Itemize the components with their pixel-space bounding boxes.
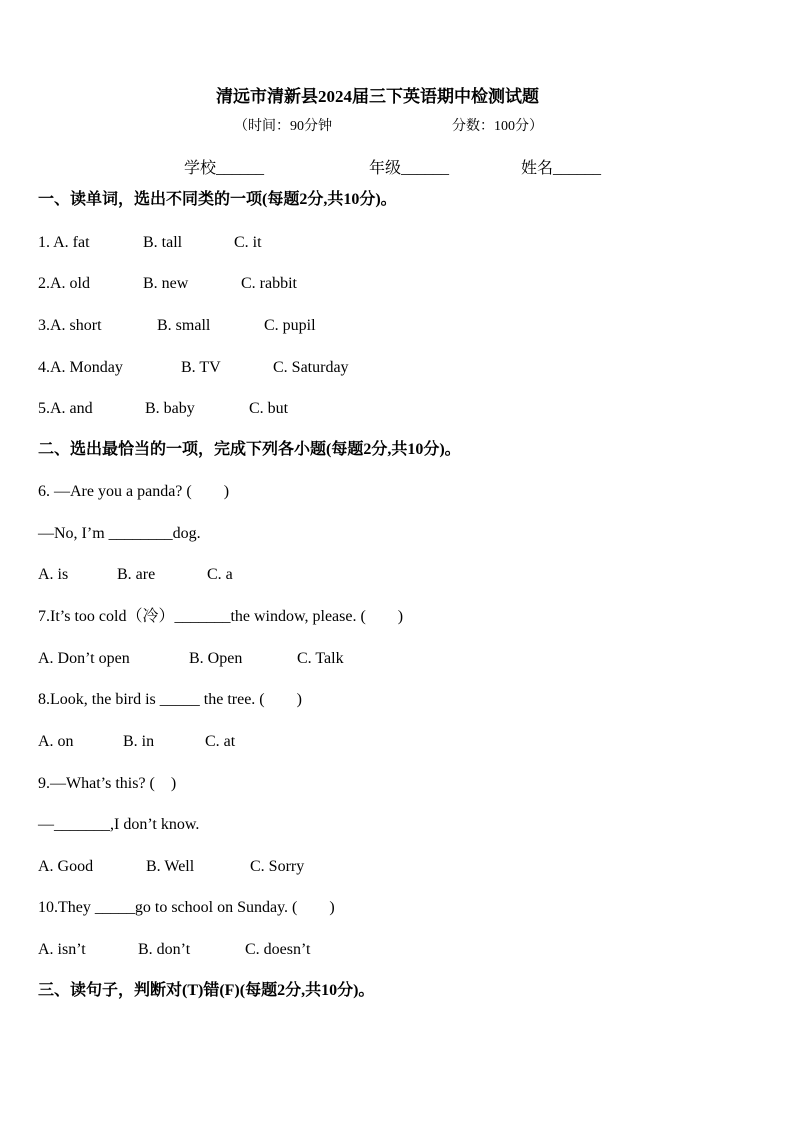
option-c[interactable]: C. doesn’t bbox=[245, 941, 311, 958]
option-c[interactable]: C. Sorry bbox=[250, 858, 305, 875]
option-c[interactable]: C. a bbox=[207, 566, 233, 583]
exam-time: （时间：90分钟 bbox=[234, 119, 332, 134]
question-6-answer: —No, I’m ________dog. bbox=[38, 525, 201, 542]
option-c[interactable]: C. Saturday bbox=[273, 359, 349, 376]
option-a[interactable]: 4.A. Monday bbox=[38, 359, 123, 376]
school-field[interactable]: 学校______ bbox=[184, 160, 265, 177]
option-b[interactable]: B. Open bbox=[189, 650, 243, 667]
option-b[interactable]: B. tall bbox=[143, 234, 183, 251]
option-b[interactable]: B. don’t bbox=[138, 941, 191, 958]
question-9-answer: —_______,I don’t know. bbox=[38, 816, 200, 833]
section-3-heading: 三、读句子，判断对(T)错(F)(每题2分,共10分)。 bbox=[38, 982, 375, 999]
option-a[interactable]: 2.A. old bbox=[38, 275, 90, 292]
option-a[interactable]: A. Good bbox=[38, 858, 94, 875]
question-8: 8.Look, the bird is _____ the tree. ( ) bbox=[38, 691, 302, 708]
option-a[interactable]: A. Don’t open bbox=[38, 650, 130, 667]
option-b[interactable]: B. Well bbox=[146, 858, 195, 875]
option-a[interactable]: A. isn’t bbox=[38, 941, 86, 958]
question-7: 7.It’s too cold（冷）_______the window, please. ( ) bbox=[38, 608, 404, 625]
option-b[interactable]: B. in bbox=[123, 733, 155, 750]
option-c[interactable]: C. rabbit bbox=[241, 275, 297, 292]
section-1-heading: 一、读单词，选出不同类的一项(每题2分,共10分)。 bbox=[38, 191, 397, 208]
option-b[interactable]: B. baby bbox=[145, 400, 195, 417]
option-b[interactable]: B. small bbox=[157, 317, 211, 334]
question-6: 6. —Are you a panda? ( ) bbox=[38, 483, 230, 500]
question-10: 10.They _____go to school on Sunday. ( ) bbox=[38, 899, 335, 916]
section-2-heading: 二、选出最恰当的一项，完成下列各小题(每题2分,共10分)。 bbox=[38, 441, 461, 458]
option-c[interactable]: C. pupil bbox=[264, 317, 316, 334]
question-9: 9.—What’s this? ( ) bbox=[38, 775, 177, 792]
option-b[interactable]: B. TV bbox=[181, 359, 221, 376]
grade-field[interactable]: 年级______ bbox=[369, 160, 450, 177]
option-c[interactable]: C. Talk bbox=[297, 650, 344, 667]
option-c[interactable]: C. at bbox=[205, 733, 236, 750]
option-c[interactable]: C. it bbox=[234, 234, 262, 251]
option-b[interactable]: B. new bbox=[143, 275, 189, 292]
exam-score: 分数：100分） bbox=[452, 119, 543, 134]
page-title: 清远市清新县2024届三下英语期中检测试题 bbox=[216, 87, 539, 106]
option-a[interactable]: A. on bbox=[38, 733, 74, 750]
name-field[interactable]: 姓名______ bbox=[521, 160, 602, 177]
option-a[interactable]: 3.A. short bbox=[38, 317, 102, 334]
option-a[interactable]: 5.A. and bbox=[38, 400, 93, 417]
option-b[interactable]: B. are bbox=[117, 566, 156, 583]
option-a[interactable]: 1. A. fat bbox=[38, 234, 90, 251]
option-c[interactable]: C. but bbox=[249, 400, 289, 417]
option-a[interactable]: A. is bbox=[38, 566, 69, 583]
